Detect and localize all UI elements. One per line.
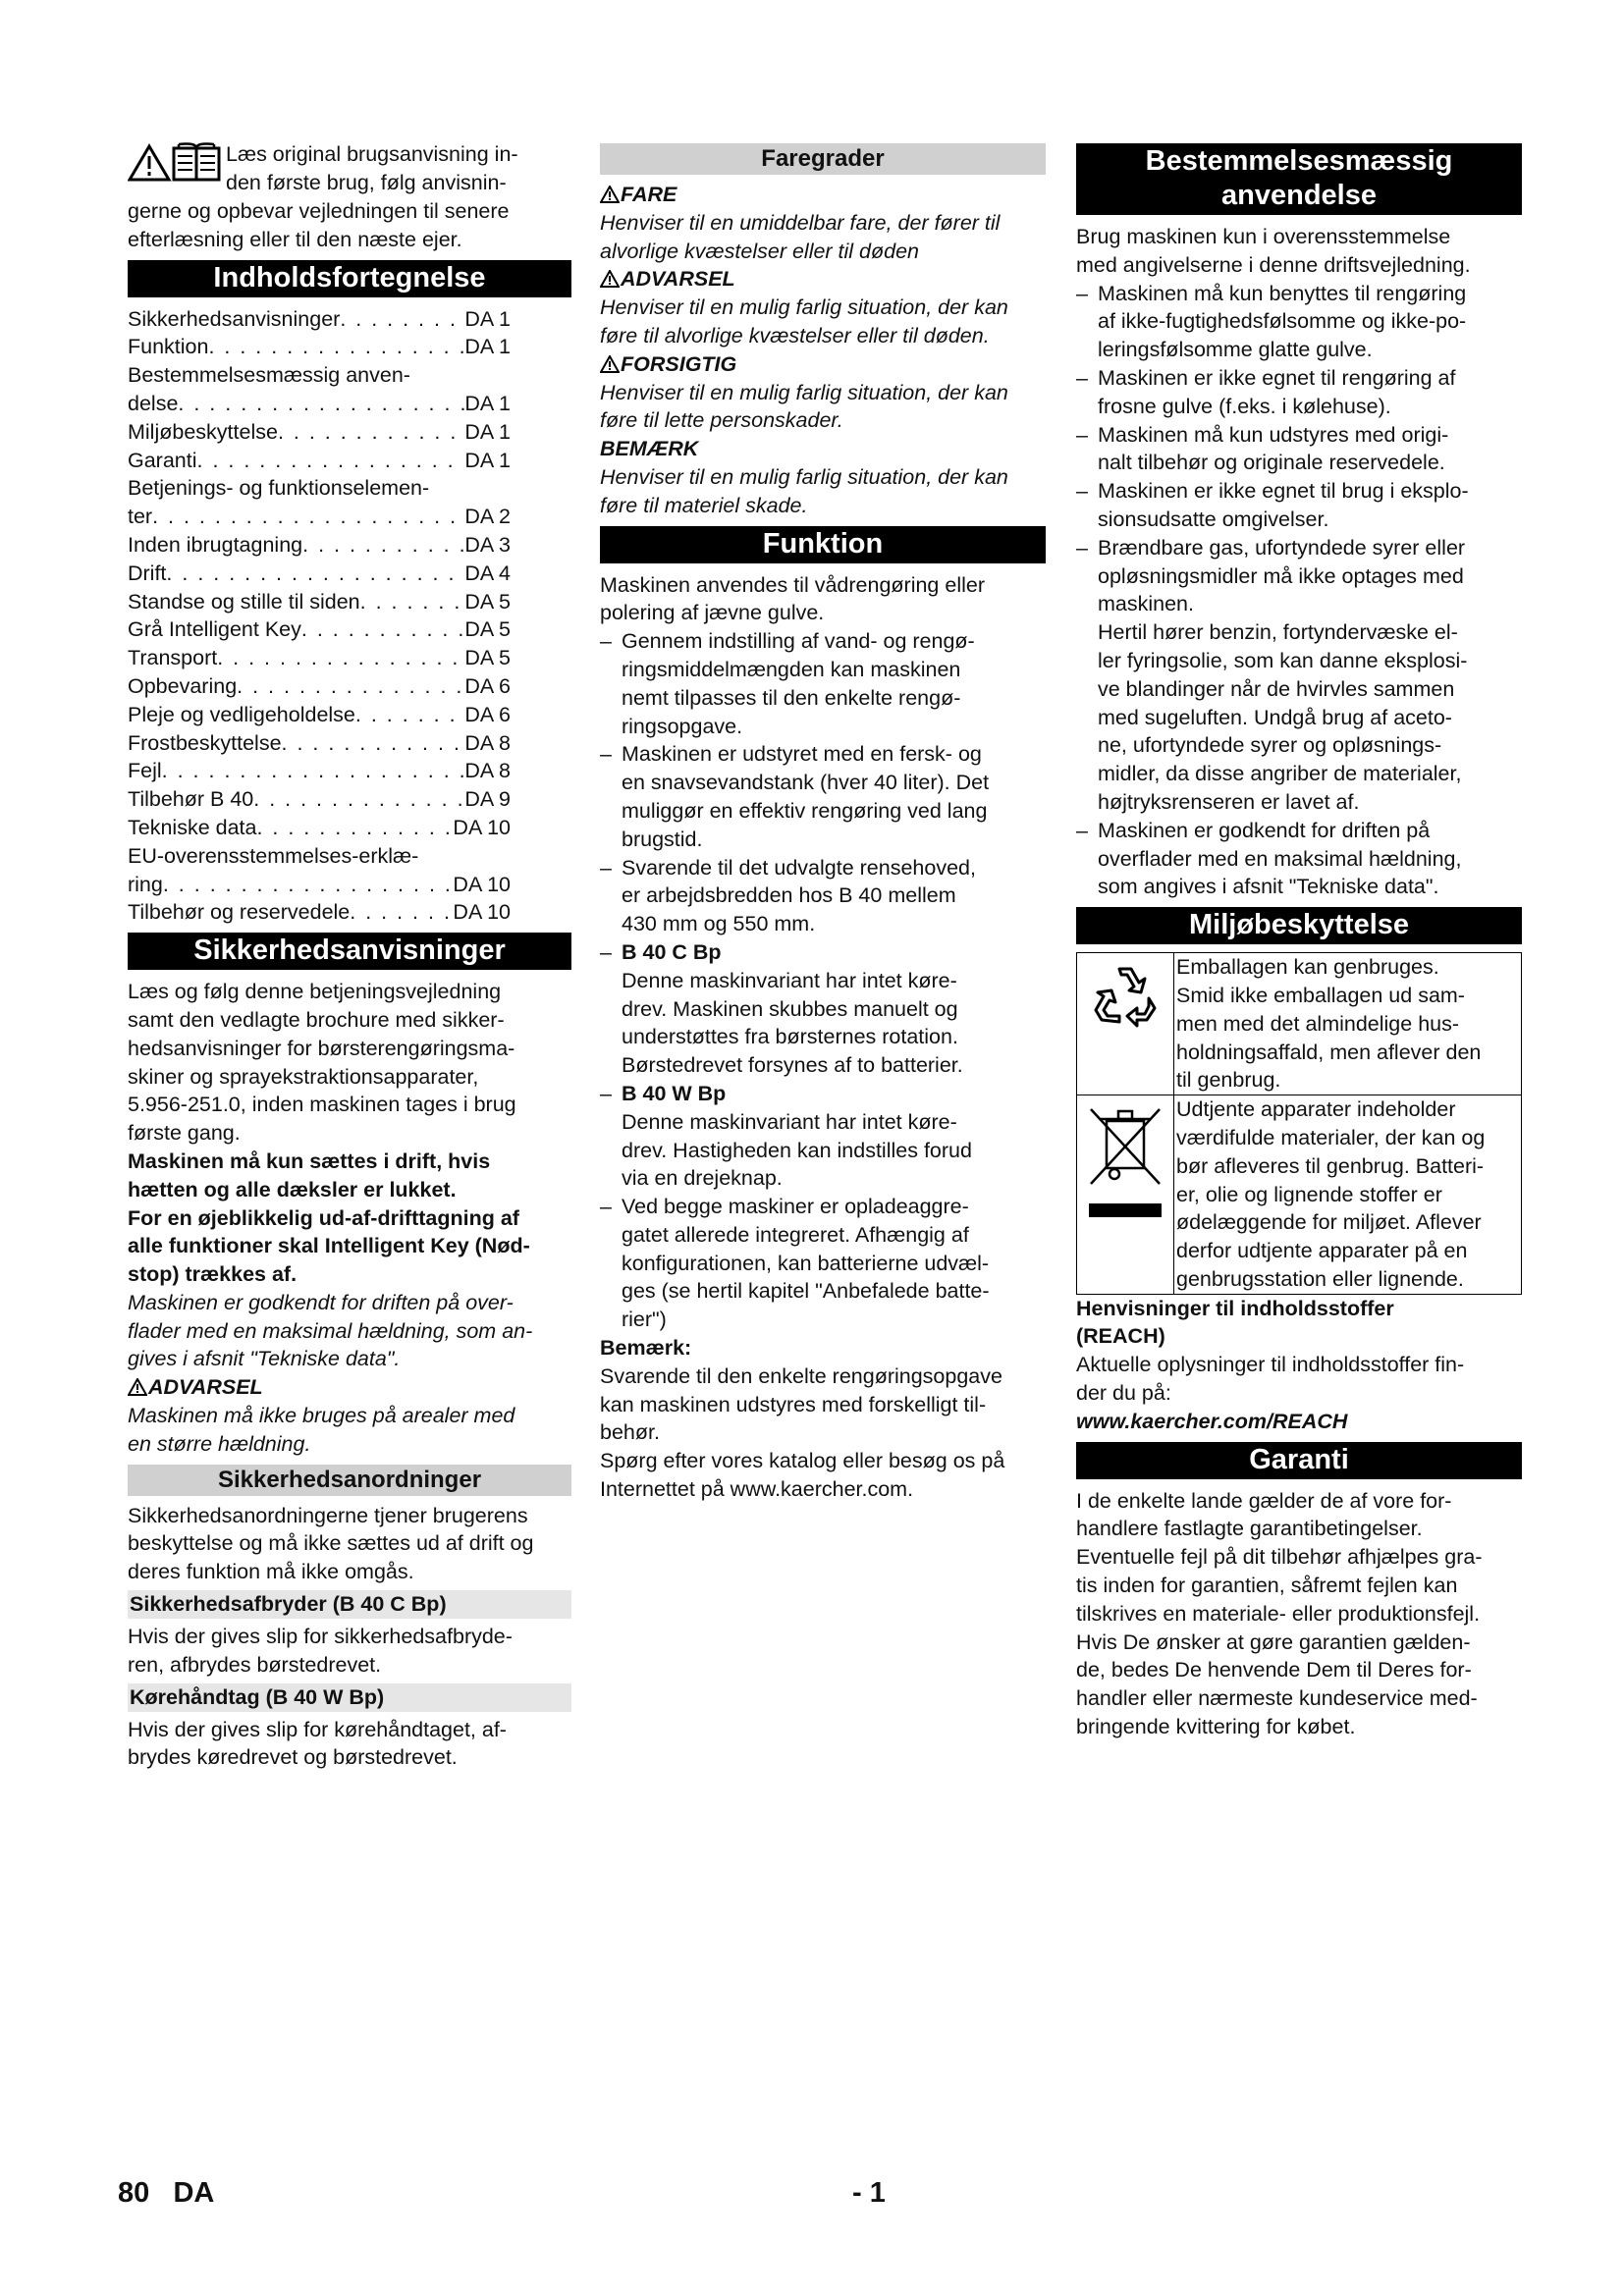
- toc-row[interactable]: [128, 305, 571, 334]
- environment-line: holdningsaffald, men aflever den: [1176, 1040, 1482, 1064]
- list-mark: –: [600, 939, 612, 964]
- drive-handle-text: Hvis der gives slip for kørehåndtaget, af-: [128, 1717, 507, 1741]
- hazard-levels: [600, 181, 1046, 520]
- note-label: Bemærk:: [600, 1336, 692, 1361]
- list-mark: –: [600, 1195, 612, 1219]
- toc-page: DA 10: [453, 815, 511, 839]
- toc-row[interactable]: [128, 615, 571, 644]
- intended-use-heading-line: anvendelse: [1221, 180, 1377, 211]
- list-line: ne, ufortyndede syrer og opløsnings-: [1098, 733, 1442, 758]
- safety-bold-text: hætten og alle dæksler er lukket.: [128, 1177, 457, 1201]
- toc-page: DA 1: [464, 306, 511, 331]
- toc-row[interactable]: [128, 644, 571, 672]
- hazard-heading: Faregrader: [600, 143, 1046, 175]
- toc-title: Frostbeskyttelse: [128, 730, 282, 755]
- recycling-icon-cell: [1077, 953, 1174, 1095]
- list-line: Hertil hører benzin, fortyndervæske el-: [1098, 620, 1458, 645]
- toc-page: DA 9: [464, 787, 511, 812]
- list-line: er arbejdsbredden hos B 40 mellem: [622, 883, 956, 908]
- environment-line: derfor udtjente apparater på en: [1176, 1239, 1468, 1263]
- toc-row[interactable]: [128, 531, 571, 560]
- list-line: understøttes fra børsternes rotation.: [622, 1025, 958, 1049]
- safety-italic-text: gives i afsnit "Tekniske data".: [128, 1347, 401, 1371]
- list-item: – Maskinen må kun udstyres med origi- nalt tilbehør og originale reservedele.: [1076, 421, 1522, 478]
- toc-title: Opbevaring: [128, 673, 238, 698]
- manual-book-icon: [174, 144, 219, 181]
- warranty-line: handler eller nærmeste kundeservice med-: [1076, 1686, 1478, 1711]
- toc-title: Drift: [128, 561, 167, 585]
- list-item: – Maskinen er ikke egnet til rengøring af frosne gulve (f.eks. i kølehuse).: [1076, 364, 1522, 421]
- page-number: 80: [118, 2177, 150, 2209]
- hazard-label: [600, 265, 1046, 294]
- toc-page: DA 6: [464, 673, 511, 698]
- safety-text: Læs og følg denne betjeningsvejledning: [128, 980, 502, 1004]
- intro-line: Læs original brugsanvisning in-: [226, 142, 518, 166]
- list-line: Brændbare gas, ufortyndede syrer eller: [1098, 535, 1466, 560]
- warning-triangle-icon: [130, 146, 169, 180]
- list-line: muliggør en effektiv rengøring ved lang: [622, 798, 988, 823]
- list-line: Maskinen må kun benyttes til rengøring: [1098, 281, 1467, 305]
- environment-line: bør afleveres til genbrug. Batteri-: [1176, 1153, 1485, 1178]
- function-section: [600, 571, 1046, 1504]
- toc-row[interactable]: [128, 785, 571, 814]
- environment-line: men med det almindelige hus-: [1176, 1011, 1460, 1036]
- list-line: konfigurationen, kan batterierne udvæl-: [622, 1251, 990, 1275]
- catalog-text: Spørg efter vores katalog eller besøg os på: [600, 1449, 1005, 1473]
- toc-title: delse: [128, 391, 179, 415]
- toc-title: Tilbehør B 40: [128, 787, 254, 812]
- note-text: kan maskinen udstyres med forskelligt til-: [600, 1392, 987, 1416]
- list-line: opløsningsmidler må ikke optages med: [1098, 563, 1464, 588]
- hazard-text: føre til alvorlige kvæstelser eller til døden.: [600, 323, 990, 347]
- page-footer-center: - 1: [852, 2177, 886, 2209]
- list-line: gatet allerede integreret. Afhængig af: [622, 1222, 969, 1247]
- hazard-label-text: FORSIGTIG: [621, 351, 737, 376]
- intended-use-text: med angivelserne i denne driftsvejledning.: [1076, 252, 1471, 277]
- list-line: Denne maskinvariant har intet køre-: [622, 968, 957, 992]
- hazard-text: Henviser til en mulig farlig situation, der kan: [600, 295, 1008, 320]
- page-footer-left: [118, 2177, 214, 2210]
- toc-page: DA 1: [464, 448, 511, 472]
- environment-line: genbrugsstation eller lignende.: [1176, 1266, 1464, 1291]
- toc-row[interactable]: [128, 447, 571, 475]
- warranty-section: [1076, 1487, 1522, 1741]
- list-line: Børstedrevet forsynes af to batterier.: [622, 1053, 963, 1078]
- reach-text: Aktuelle oplysninger til indholdsstoffer fin-: [1076, 1353, 1465, 1377]
- safety-switch-text: Hvis der gives slip for sikkerhedsafbryde-: [128, 1625, 513, 1649]
- function-text: polering af jævne gulve.: [600, 601, 825, 625]
- toc-page: DA 5: [464, 617, 511, 642]
- intro-line: den første brug, følg anvisnin-: [226, 170, 507, 194]
- list-line: maskinen.: [1098, 592, 1194, 616]
- toc-title: Tilbehør og reservedele: [128, 900, 351, 925]
- intended-use-heading-line: Bestemmelsesmæssig: [1145, 145, 1453, 177]
- list-item: – Svarende til det udvalgte rensehoved, er arbejdsbredden hos B 40 mellem 430 mm og 550 mm.: [600, 854, 1046, 938]
- safety-section: [128, 978, 571, 1459]
- list-line: 430 mm og 550 mm.: [622, 912, 816, 936]
- toc-page: DA 6: [464, 702, 511, 726]
- hazard-text: føre til lette personskader.: [600, 408, 843, 433]
- safety-switch-heading: Sikkerhedsafbryder (B 40 C Bp): [128, 1590, 571, 1619]
- environment-heading: Miljøbeskyttelse: [1076, 907, 1522, 944]
- warning-triangle-icon: [600, 355, 620, 373]
- safety-devices-section: [128, 1502, 571, 1773]
- safety-bold-text: alle funktioner skal Intelligent Key (Nød-: [128, 1234, 530, 1258]
- warning-triangle-icon: [128, 1378, 147, 1396]
- intended-use-heading: [1076, 143, 1522, 215]
- toc-title: Tekniske data: [128, 815, 257, 839]
- toc-page: DA 4: [464, 561, 511, 585]
- warranty-line: I de enkelte lande gælder de af vore for-: [1076, 1488, 1452, 1513]
- safety-text: første gang.: [128, 1121, 241, 1146]
- toc-page: DA 8: [464, 759, 511, 783]
- list-item: – Gennem indstilling af vand- og rengø- ringsmiddelmængden kan maskinen nemt tilpasses til den enkelte rengø- ringsopgave.: [600, 627, 1046, 740]
- toc-page: DA 1: [464, 419, 511, 444]
- hazard-text: føre til materiel skade.: [600, 493, 808, 517]
- toc-row[interactable]: [128, 814, 571, 842]
- hazard-label-text: FARE: [621, 183, 677, 206]
- safety-heading: Sikkerhedsanvisninger: [128, 933, 571, 970]
- reach-link[interactable]: www.kaercher.com/REACH: [1076, 1409, 1348, 1433]
- safety-text: skiner og sprayekstraktionsapparater,: [128, 1064, 479, 1089]
- warranty-line: Eventuelle fejl på dit tilbehør afhjælpes gra-: [1076, 1545, 1483, 1570]
- hazard-text: Henviser til en mulig farlig situation, der kan: [600, 380, 1008, 404]
- list-line: en snavsevandstank (hver 40 liter). Det: [622, 771, 990, 795]
- safety-italic-text: flader med en maksimal hældning, som an-: [128, 1318, 533, 1343]
- list-line: ringsopgave.: [622, 714, 743, 738]
- list-line: overflader med en maksimal hældning,: [1098, 846, 1462, 871]
- toc-title: Funktion: [128, 335, 209, 359]
- toc-row[interactable]: [128, 701, 571, 729]
- toc-heading: Indholdsfortegnelse: [128, 260, 571, 297]
- safety-devices-text: deres funktion må ikke omgås.: [128, 1560, 414, 1584]
- intro-icons: [128, 140, 226, 197]
- warranty-line: tis inden for garantien, såfremt fejlen kan: [1076, 1574, 1458, 1598]
- list-line: via en drejeknap.: [622, 1166, 783, 1191]
- list-item: – Maskinen er udstyret med en fersk- og en snavsevandstank (hver 40 liter). Det muliggør en effektiv rengøring ved lang brugstid.: [600, 740, 1046, 853]
- toc-title: Grå Intelligent Key: [128, 617, 301, 642]
- list-line: Maskinen er ikke egnet til brug i eksplo-: [1098, 479, 1469, 504]
- toc-page: DA 1: [464, 391, 511, 415]
- variant-label: B 40 W Bp: [622, 1081, 727, 1105]
- toc-page: DA 5: [464, 589, 511, 614]
- safety-switch-text: ren, afbrydes børstedrevet.: [128, 1652, 382, 1677]
- recycling-icon: [1090, 959, 1161, 1030]
- list-line: Gennem indstilling af vand- og rengø-: [622, 629, 975, 654]
- crossed-bin-icon: [1081, 1101, 1169, 1239]
- list-item: – Maskinen er ikke egnet til brug i eksplo- sionsudsatte omgivelser.: [1076, 477, 1522, 534]
- safety-devices-text: beskyttelse og må ikke sættes ud af drift og: [128, 1531, 534, 1556]
- column-left: [128, 140, 571, 1772]
- toc-row[interactable]: [128, 390, 571, 418]
- toc-title-pre: Betjenings- og funktionselemen-: [128, 476, 430, 501]
- toc-row[interactable]: [128, 757, 571, 785]
- list-line: nemt tilpasses til den enkelte rengø-: [622, 685, 961, 710]
- toc-row[interactable]: [128, 560, 571, 588]
- list-mark: –: [600, 1081, 612, 1105]
- toc-page: DA 10: [453, 900, 511, 925]
- variant-label: B 40 C Bp: [622, 939, 722, 964]
- list-line: Maskinen er udstyret med en fersk- og: [622, 742, 982, 767]
- list-line: rier"): [622, 1308, 667, 1332]
- warranty-heading: Garanti: [1076, 1442, 1522, 1479]
- safety-bold-text: stop) trækkes af.: [128, 1262, 298, 1287]
- list-item: – Maskinen må kun benyttes til rengøring af ikke-fugtighedsfølsomme og ikke-po- leringsfølsomme glatte gulve.: [1076, 280, 1522, 364]
- intro-line: efterlæsning eller til den næste ejer.: [128, 227, 462, 251]
- list-line: højtryksrenseren er lavet af.: [1098, 789, 1360, 814]
- note-text: behør.: [600, 1420, 660, 1445]
- intended-use-text: Brug maskinen kun i overensstemmelse: [1076, 225, 1451, 248]
- toc-page: DA 1: [464, 335, 511, 359]
- safety-italic-text: en større hældning.: [128, 1431, 311, 1456]
- column-middle: [600, 140, 1046, 1504]
- intro-notice: [128, 140, 571, 197]
- warranty-line: bringende kvittering for købet.: [1076, 1715, 1356, 1739]
- list-line: Maskinen er godkendt for driften på: [1098, 818, 1431, 842]
- list-item-b40w: [600, 1080, 1046, 1193]
- environment-text: [1174, 953, 1521, 1095]
- function-heading: Funktion: [600, 526, 1046, 563]
- table-of-contents: [128, 305, 571, 928]
- hazard-text: alvorlige kvæstelser eller til døden: [600, 239, 920, 263]
- hazard-text: Henviser til en umiddelbar fare, der fører til: [600, 210, 1001, 235]
- safety-text: samt den vedlagte brochure med sikker-: [128, 1007, 505, 1032]
- toc-row[interactable]: [128, 588, 571, 616]
- reach-section: [1076, 1295, 1522, 1436]
- safety-italic-text: Maskinen må ikke bruges på arealer med: [128, 1404, 515, 1428]
- warranty-line: de, bedes De henvende Dem til Deres for-: [1076, 1658, 1472, 1682]
- list-item: – Brændbare gas, ufortyndede syrer eller opløsningsmidler må ikke optages med maskinen. Hertil hører benzin, fortyndervæske el- ler fyringsolie, som kan danne eksplosi- ve blandinger når de hvirvles sammen med sugeluften. Undgå brug af aceto- ne, ufortyndede syrer og opløsnings- midler, da disse angriber de materialer, højtryksrenseren er lavet af.: [1076, 534, 1522, 817]
- list-line: ringsmiddelmængden kan maskinen: [622, 657, 961, 681]
- warning-label-text: ADVARSEL: [148, 1375, 263, 1400]
- column-right: [1076, 140, 1522, 1741]
- toc-page: DA 5: [464, 646, 511, 670]
- toc-title: ter: [128, 505, 153, 529]
- intro-text-top: [226, 140, 518, 197]
- toc-page: DA 3: [464, 532, 511, 557]
- list-line: ve blandinger når de hvirvles sammen: [1098, 676, 1455, 701]
- list-line: ges (se hertil kapitel "Anbefalede batte-: [622, 1279, 990, 1304]
- list-line: sionsudsatte omgivelser.: [1098, 507, 1329, 531]
- environment-text: [1174, 1095, 1521, 1294]
- toc-row[interactable]: [128, 898, 571, 927]
- hazard-label: BEMÆRK: [600, 437, 699, 461]
- toc-title: Standse og stille til siden: [128, 589, 360, 614]
- warranty-line: Hvis De ønsker at gøre garantien gælden-: [1076, 1629, 1471, 1654]
- toc-title-pre: Bestemmelsesmæssig anven-: [128, 363, 410, 388]
- warranty-line: handlere fastlagte garantibetingelser.: [1076, 1517, 1423, 1541]
- list-line: Maskinen må kun udstyres med origi-: [1098, 422, 1449, 447]
- safety-text: hedsanvisninger for børsterengøringsma-: [128, 1036, 515, 1060]
- environment-line: Emballagen kan genbruges.: [1176, 955, 1439, 980]
- warranty-line: tilskrives en materiale- eller produktionsfejl.: [1076, 1601, 1481, 1626]
- environment-line: er, olie og lignende stoffer er: [1176, 1182, 1442, 1206]
- toc-title: Garanti: [128, 448, 197, 472]
- drive-handle-heading: Kørehåndtag (B 40 W Bp): [128, 1683, 571, 1712]
- drive-handle-text: brydes køredrevet og børstedrevet.: [128, 1745, 458, 1770]
- list-line: af ikke-fugtighedsfølsomme og ikke-po-: [1098, 309, 1467, 334]
- safety-devices-text: Sikkerhedsanordningerne tjener brugerens: [128, 1503, 528, 1527]
- list-line: frosne gulve (f.eks. i kølehuse).: [1098, 394, 1391, 418]
- toc-row[interactable]: [128, 672, 571, 701]
- reach-text: der du på:: [1076, 1381, 1171, 1406]
- environment-row: [1077, 1095, 1521, 1294]
- list-line: drev. Hastigheden kan indstilles forud: [622, 1138, 972, 1162]
- list-line: brugstid.: [622, 827, 703, 851]
- environment-line: ødelæggende for miljøet. Aflever: [1176, 1210, 1482, 1235]
- toc-title: Pleje og vedligeholdelse: [128, 702, 355, 726]
- list-line: leringsfølsomme glatte gulve.: [1098, 338, 1373, 362]
- warning-triangle-icon: [600, 186, 620, 203]
- toc-title-pre: EU-overensstemmelses-erklæ-: [128, 843, 419, 868]
- safety-italic-text: Maskinen er godkendt for driften på over-: [128, 1290, 514, 1314]
- toc-title: Sikkerhedsanvisninger: [128, 306, 341, 331]
- list-line: med sugeluften. Undgå brug af aceto-: [1098, 705, 1452, 729]
- safety-text: 5.956-251.0, inden maskinen tages i brug: [128, 1093, 516, 1117]
- toc-page: DA 8: [464, 730, 511, 755]
- list-line: ler fyringsolie, som kan danne eksplosi-: [1098, 648, 1468, 672]
- environment-row: [1077, 953, 1521, 1095]
- list-line: drev. Maskinen skubbes manuelt og: [622, 996, 958, 1021]
- toc-row[interactable]: [128, 729, 571, 758]
- toc-page: DA 2: [464, 505, 511, 529]
- safety-bold-text: For en øjeblikkelig ud-af-drifttagning af: [128, 1205, 519, 1230]
- toc-title: ring: [128, 872, 163, 896]
- toc-title: Miljøbeskyttelse: [128, 419, 278, 444]
- intro-line: gerne og opbevar vejledningen til senere: [128, 199, 510, 223]
- catalog-text: Internettet på www.kaercher.com.: [600, 1477, 914, 1502]
- list-line: midler, da disse angriber de materialer,: [1098, 762, 1462, 786]
- warning-triangle-icon: [600, 270, 620, 288]
- list-item: [600, 1193, 1046, 1334]
- toc-title: Inden ibrugtagning: [128, 532, 303, 557]
- language-code: DA: [173, 2177, 215, 2209]
- hazard-text: Henviser til en mulig farlig situation, der kan: [600, 464, 1008, 489]
- safety-devices-heading: Sikkerhedsanordninger: [128, 1465, 571, 1496]
- crossed-bin-icon-cell: [1077, 1095, 1174, 1294]
- environment-line: Smid ikke emballagen ud sam-: [1176, 983, 1465, 1007]
- toc-row[interactable]: [128, 503, 571, 531]
- safety-bold-text: Maskinen må kun sættes i drift, hvis: [128, 1148, 491, 1173]
- list-line: Svarende til det udvalgte rensehoved,: [622, 855, 976, 880]
- reach-heading: (REACH): [1076, 1324, 1165, 1349]
- list-item: – Maskinen er godkendt for driften på overflader med en maksimal hældning, som angives i afsnit "Tekniske data".: [1076, 817, 1522, 901]
- list-item-b40c: [600, 938, 1046, 1080]
- note-text: Svarende til den enkelte rengøringsopgave: [600, 1363, 1002, 1388]
- toc-row[interactable]: [128, 871, 571, 899]
- hazard-label: [600, 181, 1046, 209]
- reach-heading: Henvisninger til indholdsstoffer: [1076, 1296, 1394, 1320]
- environment-line: Udtjente apparater indeholder: [1176, 1097, 1456, 1122]
- list-line: nalt tilbehør og originale reservedele.: [1098, 451, 1445, 475]
- toc-title: Transport: [128, 646, 218, 670]
- toc-title: Fejl: [128, 759, 162, 783]
- list-line: Ved begge maskiner er opladeaggre-: [622, 1195, 969, 1219]
- environment-table: [1076, 952, 1522, 1295]
- list-line: Denne maskinvariant har intet køre-: [622, 1109, 957, 1134]
- list-line: som angives i afsnit "Tekniske data".: [1098, 875, 1439, 899]
- list-line: Maskinen er ikke egnet til rengøring af: [1098, 365, 1456, 390]
- intended-use-section: [1076, 223, 1522, 901]
- hazard-label-text: ADVARSEL: [621, 267, 735, 292]
- function-text: Maskinen anvendes til vådrengøring eller: [600, 572, 985, 597]
- warning-label: [128, 1373, 571, 1402]
- hazard-label: [600, 350, 1046, 379]
- intro-icon-group: [128, 140, 226, 197]
- environment-line: værdifulde materialer, der kan og: [1176, 1125, 1486, 1149]
- toc-page: DA 10: [453, 872, 511, 896]
- toc-row[interactable]: [128, 418, 571, 447]
- toc-row[interactable]: [128, 333, 571, 361]
- environment-line: til genbrug.: [1176, 1068, 1281, 1093]
